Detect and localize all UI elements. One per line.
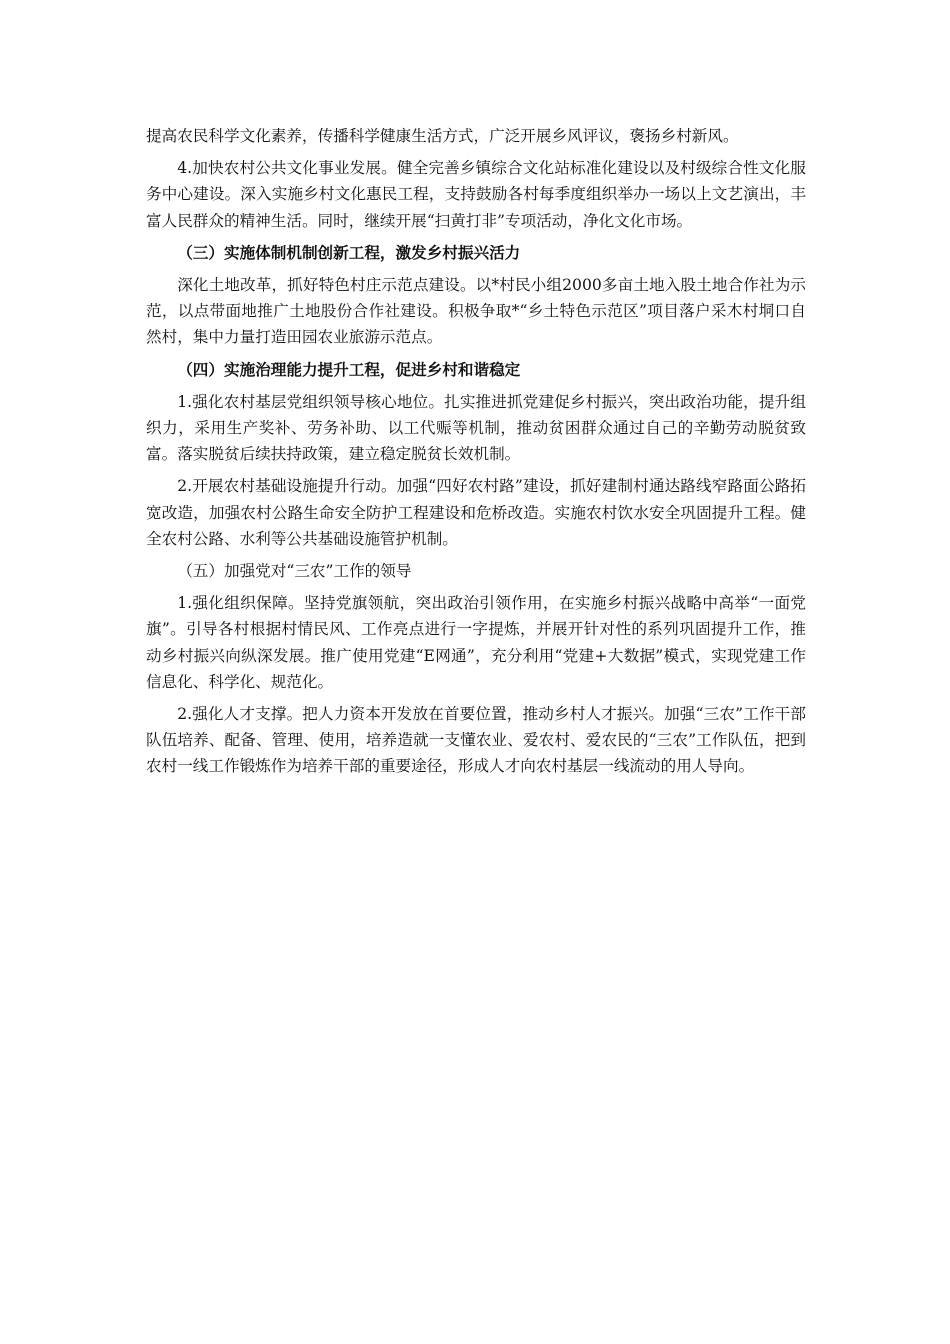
- section-heading-3: （三）实施体制机制创新工程，激发乡村振兴活力: [177, 242, 521, 262]
- paragraph-public-culture: 4.加快农村公共文化事业发展。健全完善乡镇综合文化站标准化建设以及村级综合性文化服务中心建设。深入实施乡村文化惠民工程，支持鼓励各村每季度组织举办一场以上文艺演出，丰富人民群众的精神生活。同时，继续开展“扫黄打非”专项活动，净化文化市场。: [146, 159, 806, 230]
- paragraph-talent-support: 2.强化人才支撑。把人力资本开发放在首要位置，推动乡村人才振兴。加强“三农”工作干部队伍培养、配备、管理、使用，培养造就一支懂农业、爱农村、爱农民的“三农”工作队伍，把到农村一线工作锻炼作为培养干部的重要途径，形成人才向农村基层一线流动的用人导向。: [146, 705, 806, 776]
- document-page: [146, 123, 806, 786]
- paragraph-continuation: 提高农民科学文化素养，传播科学健康生活方式，广泛开展乡风评议，褒扬乡村新风。: [146, 127, 739, 145]
- section-heading-4: （四）实施治理能力提升工程，促进乡村和谐稳定: [177, 359, 521, 379]
- paragraph-land-reform: 深化土地改革，抓好特色村庄示范点建设。以*村民小组2000多亩土地入股土地合作社为示范，以点带面地推广土地股份合作社建设。积极争取*“乡土特色示范区”项目落户采木村垌口自然村，集中力量打造田园农业旅游示范点。: [146, 276, 806, 347]
- section-heading-5: （五）加强党对“三农”工作的领导: [177, 562, 412, 581]
- paragraph-party-organization: 1.强化农村基层党组织领导核心地位。扎实推进抓党建促乡村振兴，突出政治功能，提升组织力，采用生产奖补、劳务补助、以工代赈等机制，推动贫困群众通过自己的辛勤劳动脱贫致富。落实脱贫后续扶持政策，建立稳定脱贫长效机制。: [146, 392, 806, 464]
- paragraph-infrastructure: 2.开展农村基础设施提升行动。加强“四好农村路”建设，抓好建制村通达路线窄路面公路拓宽改造，加强农村公路生命安全防护工程建设和危桥改造。实施农村饮水安全巩固提升工程。健全农村公路、水利等公共基础设施管护机制。: [146, 477, 806, 548]
- paragraph-organization-guarantee: 1.强化组织保障。坚持党旗领航，突出政治引领作用，在实施乡村振兴战略中高举“一面党旗”。引导各村根据村情民风、工作亮点进行一字提炼，并展开针对性的系列巩固提升工作，推动乡村振兴向纵深发展。推广使用党建“E网通”，充分利用“党建+大数据”模式，实现党建工作信息化、科学化、规范化。: [146, 594, 806, 691]
